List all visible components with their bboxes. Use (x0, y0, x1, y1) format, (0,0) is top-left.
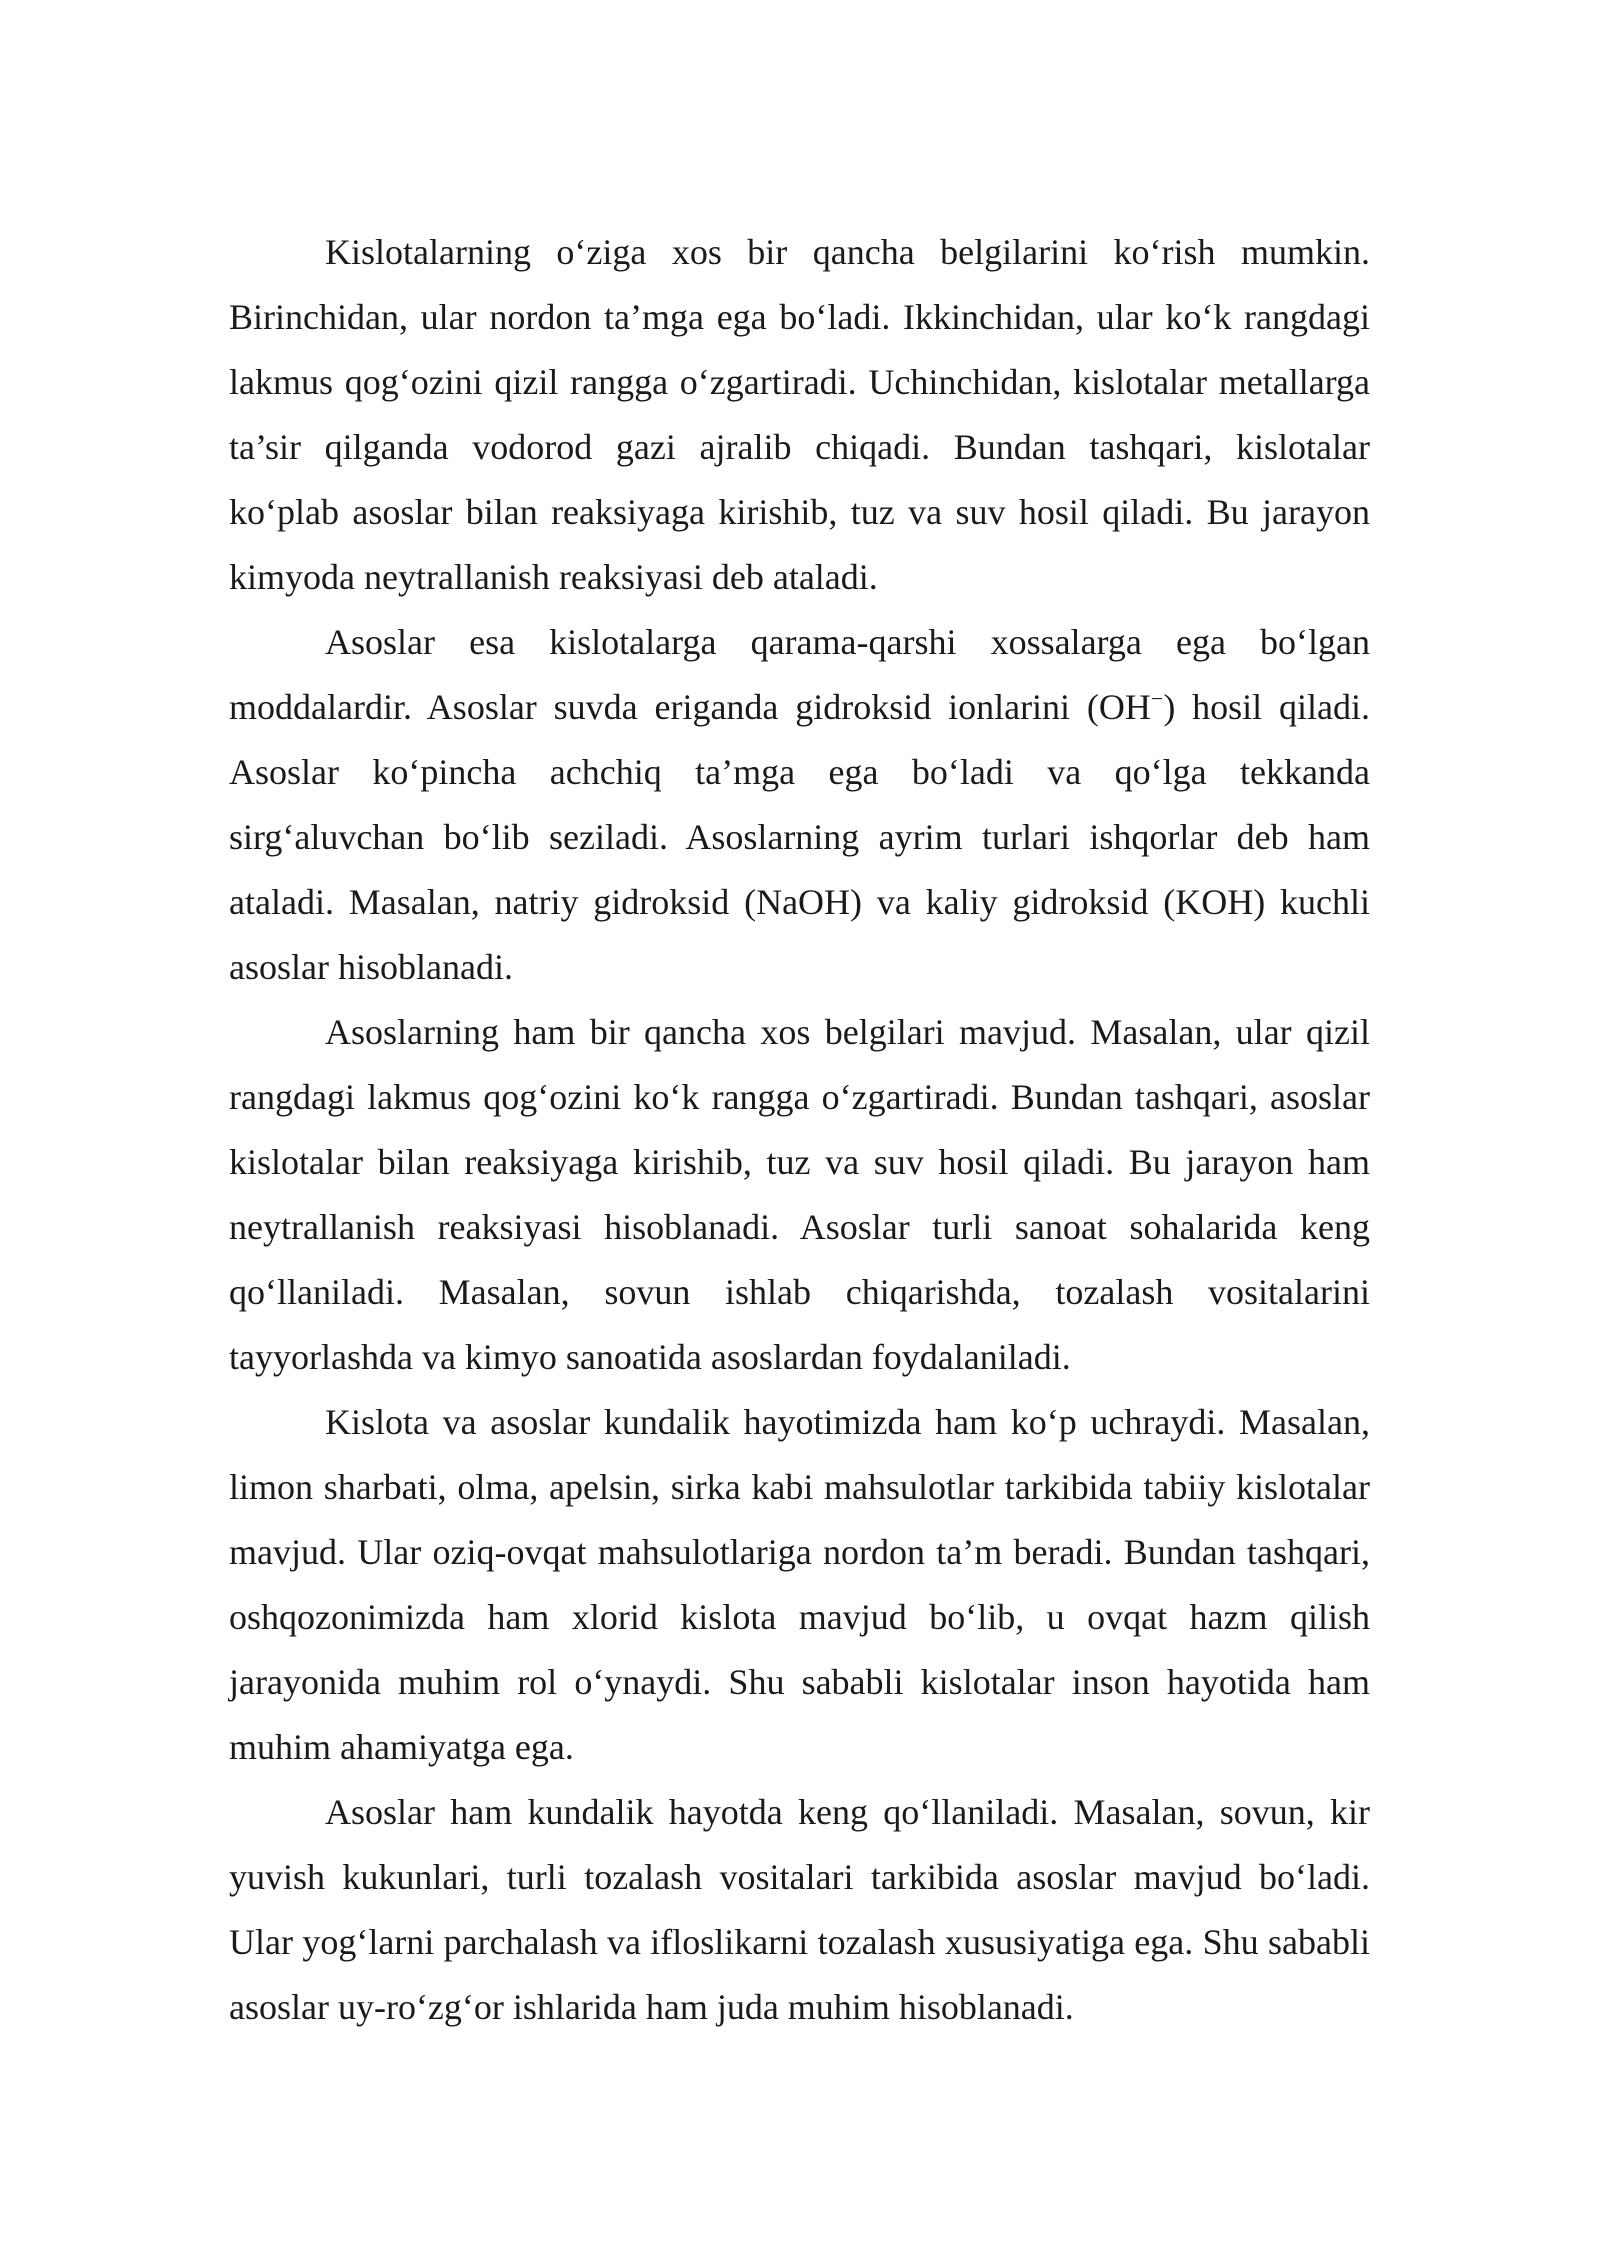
paragraph-bases-daily-life: Asoslar ham kundalik hayotda keng qo‘llaniladi. Masalan, sovun, kir yuvish kukunlari, turli tozalash vositalari tarkibida asoslar mavjud bo‘ladi. Ular yog‘larni parchalash va ifloslikarni tozalash xususiyatiga ega. Shu sababli asoslar uy-ro‘zg‘or ishlarida ham juda muhim hisoblanadi. (229, 1792, 1370, 2027)
paragraph-bases-properties: Asoslarning ham bir qancha xos belgilari mavjud. Masalan, ular qizil rangdagi lakmus qog‘ozini ko‘k rangga o‘zgartiradi. Bundan tashqari, asoslar kislotalar bilan reaksiyaga kirishib, tuz va suv hosil qiladi. Bu jarayon ham neytrallanish reaksiyasi hisoblanadi. Asoslar turli sanoat sohalarida keng qo‘llaniladi. Masalan, sovun ishlab chiqarishda, tozalash vositalarini tayyorlashda va kimyo sanoatida asoslardan foydalaniladi. (229, 1012, 1370, 1377)
hydroxide-charge-superscript: − (1150, 686, 1164, 711)
document-body (229, 220, 1370, 2040)
paragraph-text-after: ) hosil qiladi. Asoslar ko‘pincha achchiq ta’mga ega bo‘ladi va qo‘lga tekkanda sirg‘aluvchan bo‘lib seziladi. Asoslarning ayrim turlari ishqorlar deb ham ataladi. Masalan, natriy gidroksid (NaOH) va kaliy gidroksid (KOH) kuchli asoslar hisoblanadi. (229, 687, 1370, 987)
paragraph-bases-definition (229, 610, 1370, 1000)
paragraph-acids-daily-life: Kislota va asoslar kundalik hayotimizda ham ko‘p uchraydi. Masalan, limon sharbati, olma, apelsin, sirka kabi mahsulotlar tarkibida tabiiy kislotalar mavjud. Ular oziq-ovqat mahsulotlariga nordon ta’m beradi. Bundan tashqari, oshqozonimizda ham xlorid kislota mavjud bo‘lib, u ovqat hazm qilish jarayonida muhim rol o‘ynaydi. Shu sababli kislotalar inson hayotida ham muhim ahamiyatga ega. (229, 1402, 1370, 1767)
paragraph-acids-properties: Kislotalarning o‘ziga xos bir qancha belgilarini ko‘rish mumkin. Birinchidan, ular nordon ta’mga ega bo‘ladi. Ikkinchidan, ular ko‘k rangdagi lakmus qog‘ozini qizil rangga o‘zgartiradi. Uchinchidan, kislotalar metallarga ta’sir qilganda vodorod gazi ajralib chiqadi. Bundan tashqari, kislotalar ko‘plab asoslar bilan reaksiyaga kirishib, tuz va suv hosil qiladi. Bu jarayon kimyoda neytrallanish reaksiyasi deb ataladi. (229, 232, 1370, 597)
paragraph-text-before: Asoslar esa kislotalarga qarama-qarshi xossalarga ega bo‘lgan moddalardir. Asoslar suvda eriganda gidroksid ionlarini (OH (229, 622, 1370, 727)
